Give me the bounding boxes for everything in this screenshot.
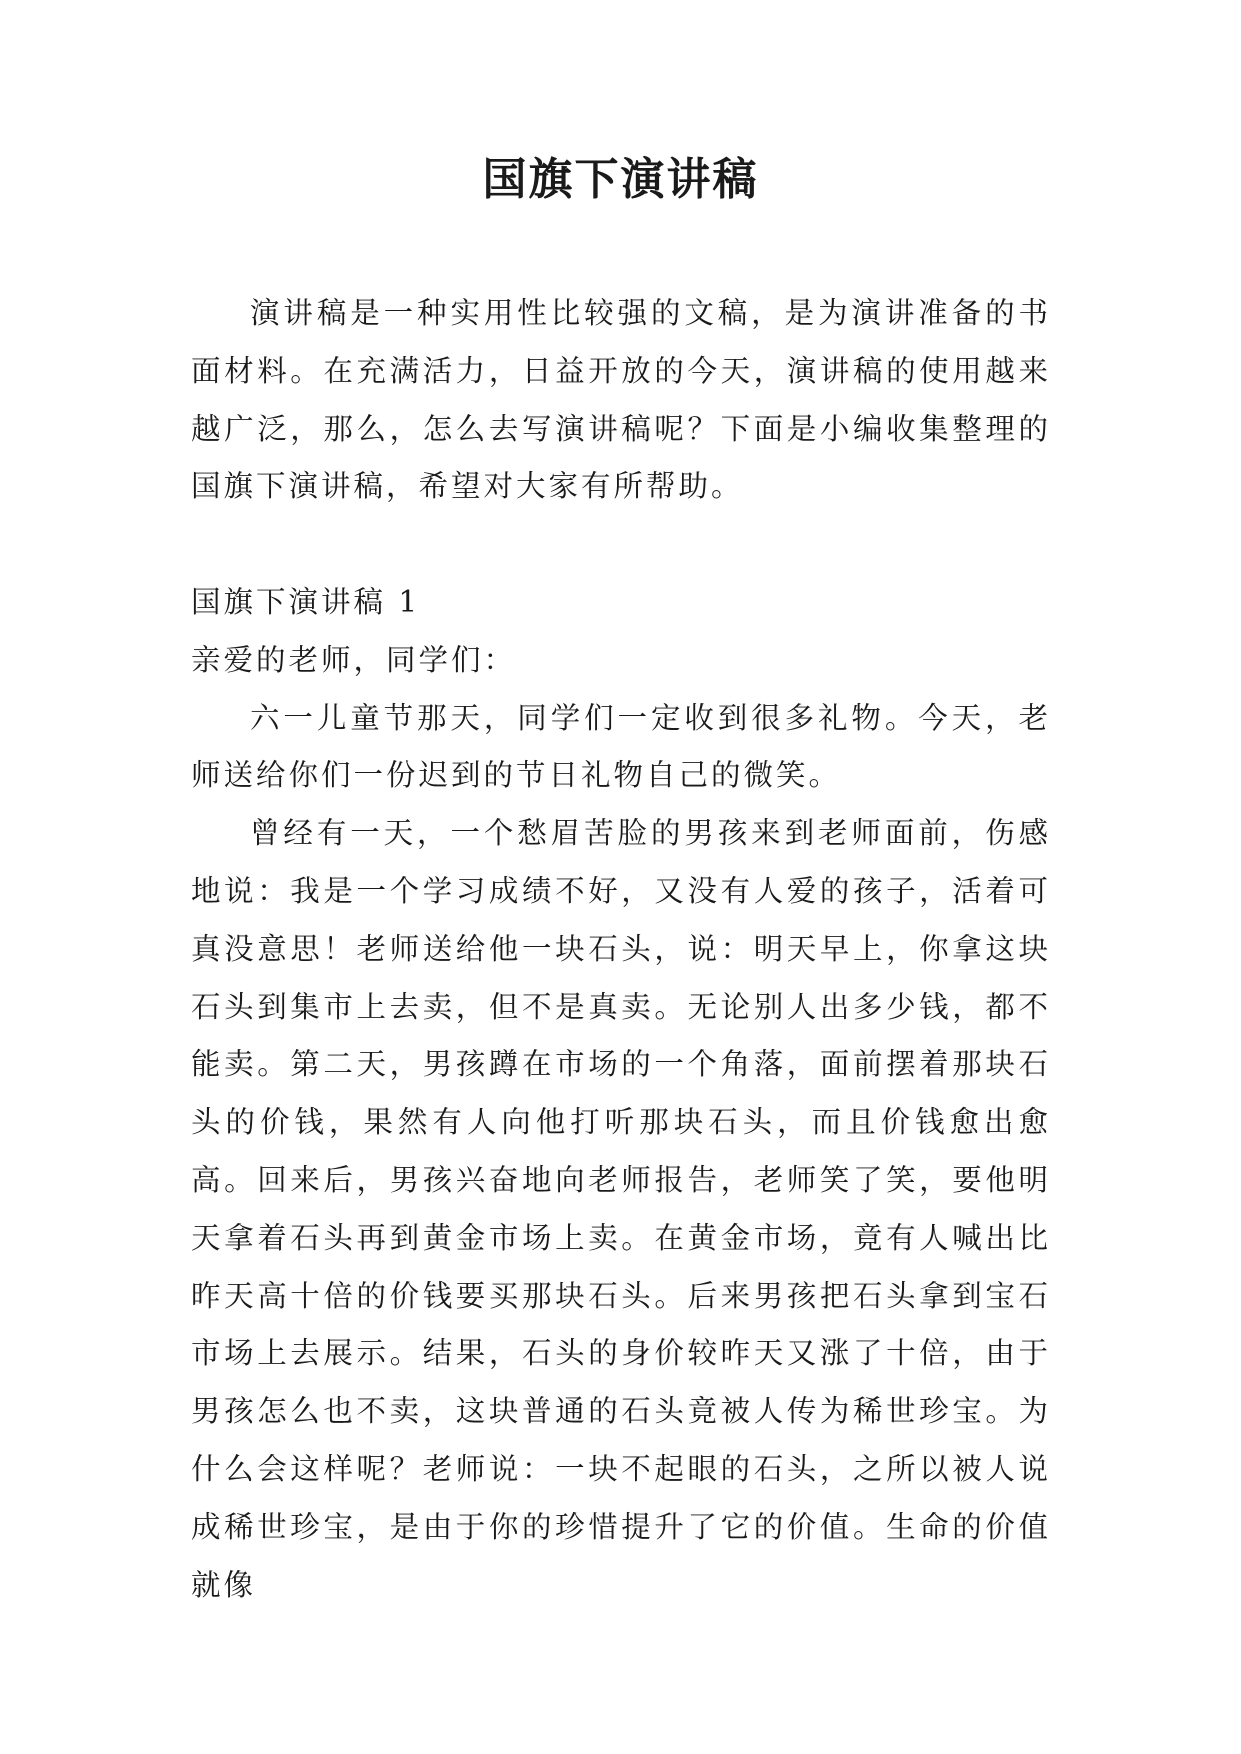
section-heading: 国旗下演讲稿 1 (191, 585, 421, 619)
body-paragraph-2: 曾经有一天，一个愁眉苦脸的男孩来到老师面前，伤感地说：我是一个学习成绩不好，又没有人爱的孩子，活着可真没意思！老师送给他一块石头，说：明天早上，你拿这块石头到集市上去卖，但不是真卖。无论别人出多少钱，都不能卖。第二天，男孩蹲在市场的一个角落，面前摆着那块石头的价钱，果然有人向他打听那块石头，而且价钱愈出愈高。回来后，男孩兴奋地向老师报告，老师笑了笑，要他明天拿着石头再到黄金市场上卖。在黄金市场，竟有人喊出比昨天高十倍的价钱要买那块石头。后来男孩把石头拿到宝石市场上去展示。结果，石头的身价较昨天又涨了十倍，由于男孩怎么也不卖，这块普通的石头竟被人传为稀世珍宝。为什么会这样呢？老师说：一块不起眼的石头，之所以被人说成稀世珍宝，是由于你的珍惜提升了它的价值。生命的价值就像 (191, 816, 1051, 1602)
intro-paragraph: 演讲稿是一种实用性比较强的文稿，是为演讲准备的书面材料。在充满活力，日益开放的今天，演讲稿的使用越来越广泛，那么，怎么去写演讲稿呢？下面是小编收集整理的国旗下演讲稿，希望对大家有所帮助。 (191, 296, 1051, 504)
greeting-line: 亲爱的老师，同学们： (191, 642, 517, 677)
document-title: 国旗下演讲稿 (482, 154, 759, 205)
body-paragraph-1: 六一儿童节那天，同学们一定收到很多礼物。今天，老师送给你们一份迟到的节日礼物自己的微笑。 (191, 700, 1051, 793)
speech-section (191, 574, 1051, 1614)
